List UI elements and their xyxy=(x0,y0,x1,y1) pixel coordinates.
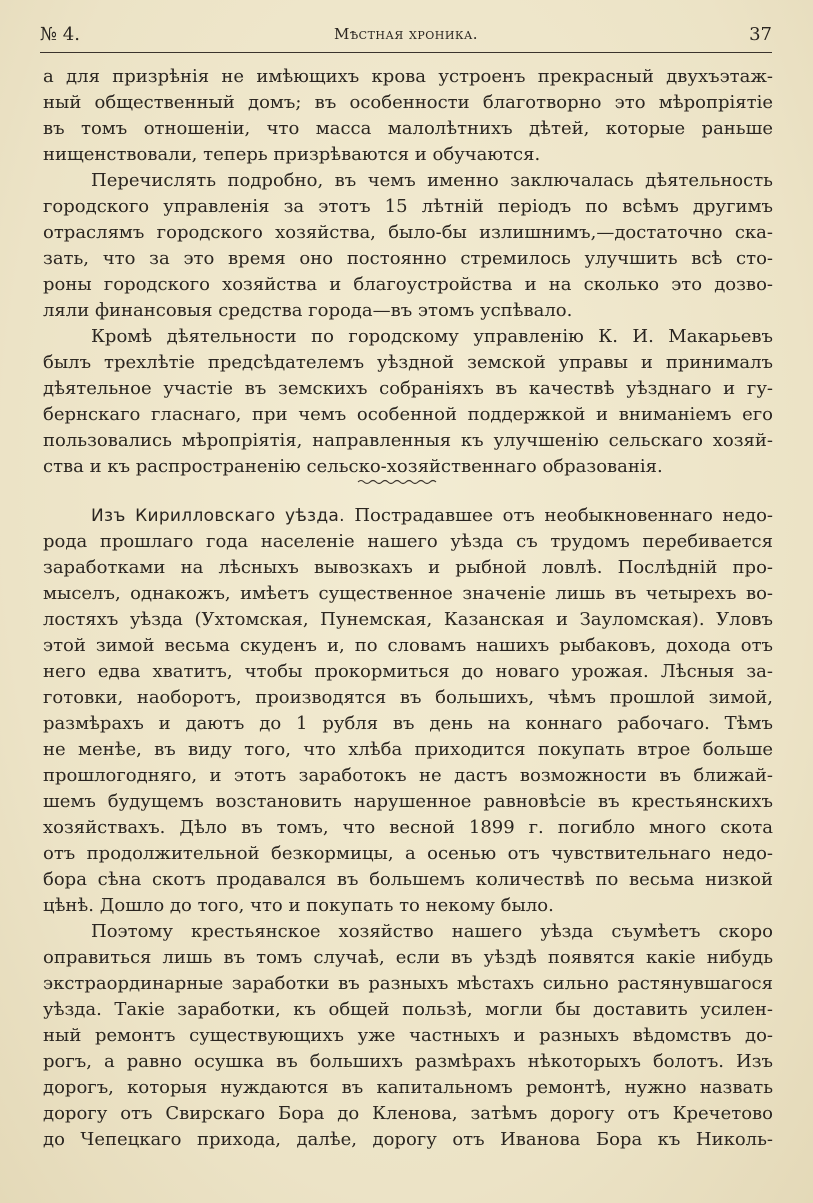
text-line: экстраординарные заработки въ разныхъ мѣстахъ сильно растянувшагося xyxy=(43,973,773,994)
text-line: роны городского хозяйства и благоустройства и на сколько это дозво- xyxy=(43,274,773,295)
text-line: рогъ, а равно осушка въ большихъ размѣрахъ нѣкоторыхъ болотъ. Изъ xyxy=(43,1051,773,1072)
article-heading: Изъ Кирилловскаго уѣзда. xyxy=(91,506,345,526)
text-line: заработками на лѣсныхъ вывозкахъ и рыбной ловлѣ. Послѣдній про- xyxy=(43,557,773,578)
text-line: Пострадавшее отъ необыкновеннаго недо- xyxy=(354,505,773,526)
text-line: Поэтому крестьянское хозяйство нашего уѣзда съумѣетъ скоро xyxy=(91,921,773,942)
text-line: шемъ будущемъ возстановить нарушенное равновѣсіе въ крестьянскихъ xyxy=(43,791,773,812)
text-line: уѣзда. Такіе заработки, къ общей пользѣ, могли бы доставить усилен- xyxy=(43,999,773,1020)
text-line: размѣрахъ и даютъ до 1 рубля въ день на коннаго рабочаго. Тѣмъ xyxy=(43,713,773,734)
text-line: въ томъ отношеніи, что масса малолѣтнихъ дѣтей, которые раньше xyxy=(43,118,773,139)
text-line: цѣнѣ. Дошло до того, что и покупать то некому было. xyxy=(43,895,554,916)
text-line: ства и къ распространенію сельско-хозяйственнаго образованія. xyxy=(43,456,663,477)
obituary-continuation xyxy=(43,64,773,480)
text-line: ный ремонтъ существующихъ уже частныхъ и разныхъ вѣдомствъ до- xyxy=(43,1025,773,1046)
text-line: него едва хватитъ, чтобы прокормиться до новаго урожая. Лѣсныя за- xyxy=(43,661,773,682)
text-line: оправиться лишь въ томъ случаѣ, если въ уѣздѣ появятся какіе нибудь xyxy=(43,947,773,968)
section-title: Мѣстная хроника. xyxy=(333,25,479,43)
text-line: прошлогодняго, и этотъ заработокъ не дастъ возможности въ ближай- xyxy=(43,765,773,786)
text-line: до Чепецкаго прихода, далѣе, дорогу отъ Иванова Бора къ Николь- xyxy=(43,1129,773,1150)
section-divider-ornament xyxy=(356,478,440,486)
text-line: хозяйствахъ. Дѣло въ томъ, что весной 1899 г. погибло много скота xyxy=(43,817,773,838)
running-header xyxy=(40,24,772,48)
text-line: лостяхъ уѣзда (Ухтомская, Пунемская, Казанская и Зауломская). Уловъ xyxy=(43,609,773,630)
issue-number: № 4. xyxy=(40,24,80,45)
text-line: зать, что за это время оно постоянно стремилось улучшить всѣ сто- xyxy=(43,248,773,269)
article-first-line xyxy=(43,503,773,529)
text-line: ляли финансовыя средства города—въ этомъ успѣвало. xyxy=(43,300,573,321)
header-rule xyxy=(40,52,772,53)
text-line: бора сѣна скотъ продавался въ большемъ количествѣ по весьма низкой xyxy=(43,869,773,890)
text-line: бернскаго гласнаго, при чемъ особенной поддержкой и вниманіемъ его xyxy=(43,404,773,425)
text-line: дорогу отъ Свирскаго Бора до Кленова, затѣмъ дорогу отъ Кречетово xyxy=(43,1103,773,1124)
text-line: мыселъ, однакожъ, имѣетъ существенное значеніе лишь въ четырехъ во- xyxy=(43,583,773,604)
text-line: нищенствовали, теперь призрѣваются и обучаются. xyxy=(43,144,541,165)
text-line: Кромѣ дѣятельности по городскому управленію К. И. Макарьевъ xyxy=(91,326,773,347)
text-line: Перечислять подробно, въ чемъ именно заключалась дѣятельность xyxy=(91,170,773,191)
kirillov-district-article xyxy=(43,503,773,1153)
text-line: не менѣе, въ виду того, что хлѣба приходится покупать втрое больше xyxy=(43,739,773,760)
text-line: дорогъ, которыя нуждаются въ капитальномъ ремонтѣ, нужно назвать xyxy=(43,1077,773,1098)
text-line: дѣятельное участіе въ земскихъ собраніяхъ въ качествѣ уѣзднаго и гу- xyxy=(43,378,773,399)
text-line: отраслямъ городского хозяйства, было-бы излишнимъ,—достаточно ска- xyxy=(43,222,773,243)
text-line: отъ продолжительной безкормицы, а осенью отъ чувствительнаго недо- xyxy=(43,843,773,864)
text-line: былъ трехлѣтіе предсѣдателемъ уѣздной земской управы и принималъ xyxy=(43,352,773,373)
text-line: а для призрѣнія не имѣющихъ крова устроенъ прекрасный двухъэтаж- xyxy=(43,66,773,87)
text-line: ный общественный домъ; въ особенности благотворно это мѣропріятіе xyxy=(43,92,773,113)
page-number: 37 xyxy=(749,24,772,45)
text-line: этой зимой весьма скуденъ и, по словамъ нашихъ рыбаковъ, дохода отъ xyxy=(43,635,773,656)
text-line: городского управленія за этотъ 15 лѣтній періодъ по всѣмъ другимъ xyxy=(43,196,773,217)
text-line: рода прошлаго года населеніе нашего уѣзда съ трудомъ перебивается xyxy=(43,531,773,552)
text-line: пользовались мѣропріятія, направленныя къ улучшенію сельскаго хозяй- xyxy=(43,430,773,451)
text-line: готовки, наоборотъ, производятся въ большихъ, чѣмъ прошлой зимой, xyxy=(43,687,773,708)
